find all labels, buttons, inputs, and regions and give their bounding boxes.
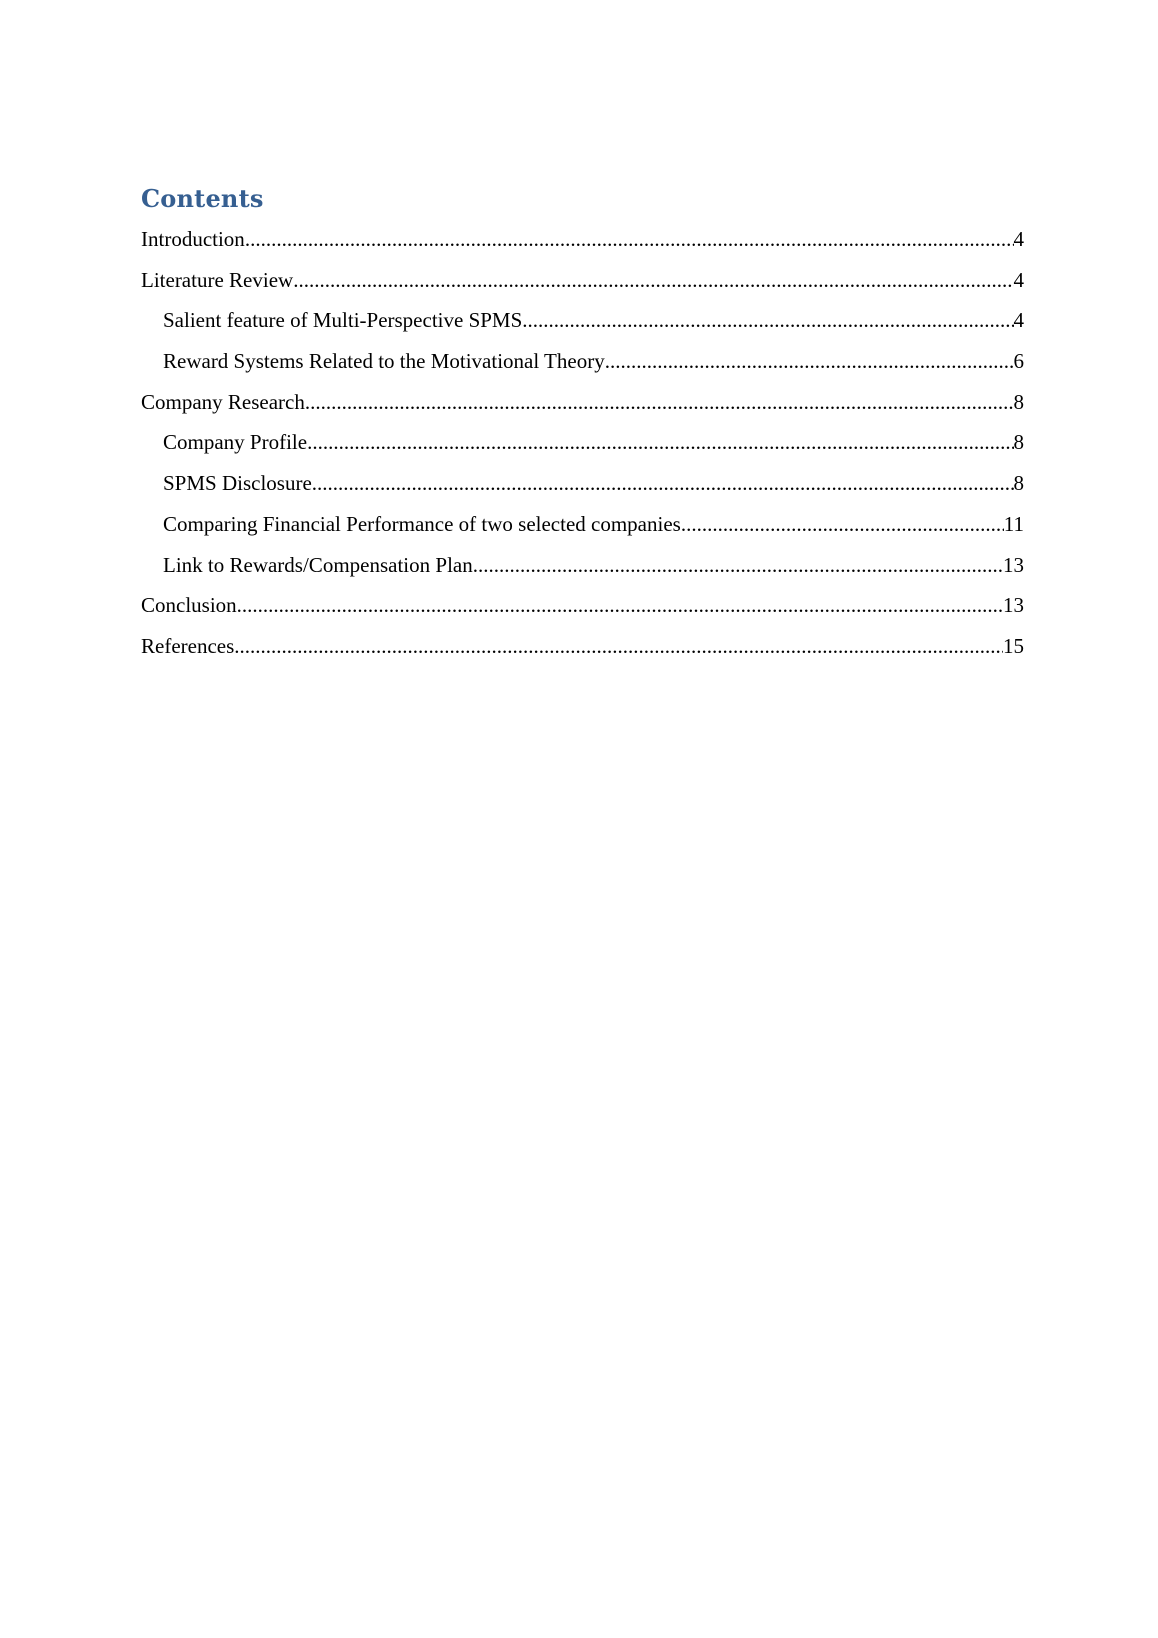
dot-leader xyxy=(307,426,1013,458)
toc-entry-label: Conclusion xyxy=(141,593,237,618)
toc-entry-label: Salient feature of Multi-Perspective SPMS xyxy=(163,308,523,333)
toc-entry-label: Company Profile xyxy=(163,430,308,455)
toc-page-number: 4 xyxy=(1013,227,1024,251)
toc-page-number: 4 xyxy=(1013,267,1024,292)
dot-leader xyxy=(681,508,1004,540)
dot-leader xyxy=(245,223,1014,255)
toc-entry-introduction[interactable] xyxy=(141,223,1024,264)
toc-entry-literature-review[interactable] xyxy=(141,264,1024,305)
toc-entry-company-research[interactable] xyxy=(141,386,1024,427)
toc-entry-spms-disclosure[interactable] xyxy=(141,467,1024,508)
dot-leader xyxy=(293,264,1013,296)
toc-entry-label: Comparing Financial Performance of two selected companies xyxy=(163,511,681,536)
toc-entry-label: Reward Systems Related to the Motivational Theory xyxy=(163,349,605,374)
toc-entry-link-to-rewards[interactable] xyxy=(141,549,1024,590)
toc-entry-label: References xyxy=(141,633,235,658)
dot-leader xyxy=(605,345,1014,377)
toc-entry-label: Literature Review xyxy=(141,267,294,292)
toc-entry-company-profile[interactable] xyxy=(141,426,1024,467)
toc-entry-label: Link to Rewards/Compensation Plan xyxy=(163,552,473,577)
toc-page-number: 13 xyxy=(1003,552,1024,577)
dot-leader xyxy=(522,304,1013,336)
toc-entry-references[interactable] xyxy=(141,630,1024,671)
toc-page-number: 8 xyxy=(1013,430,1024,455)
toc-entry-label: Introduction xyxy=(141,227,245,251)
toc-entry-salient-feature[interactable] xyxy=(141,304,1024,345)
dot-leader xyxy=(234,630,1003,662)
toc-page-number: 11 xyxy=(1003,511,1024,536)
toc-page-number: 8 xyxy=(1013,389,1024,414)
dot-leader xyxy=(473,549,1003,581)
toc-entry-conclusion[interactable] xyxy=(141,589,1024,630)
dot-leader xyxy=(305,386,1014,418)
dot-leader xyxy=(237,589,1003,621)
toc-entry-comparing-financial-performance[interactable] xyxy=(141,508,1024,549)
toc-page-number: 8 xyxy=(1013,471,1024,496)
toc-page-number: 4 xyxy=(1013,308,1024,333)
toc-title: Contents xyxy=(141,184,264,213)
dot-leader xyxy=(312,467,1014,499)
toc-page-number: 6 xyxy=(1013,349,1024,374)
toc-entry-label: SPMS Disclosure xyxy=(163,471,312,496)
table-of-contents xyxy=(141,223,1024,671)
toc-entry-reward-systems[interactable] xyxy=(141,345,1024,386)
toc-entry-label: Company Research xyxy=(141,389,305,414)
toc-page-number: 13 xyxy=(1003,593,1024,618)
toc-page-number: 15 xyxy=(1003,633,1024,658)
